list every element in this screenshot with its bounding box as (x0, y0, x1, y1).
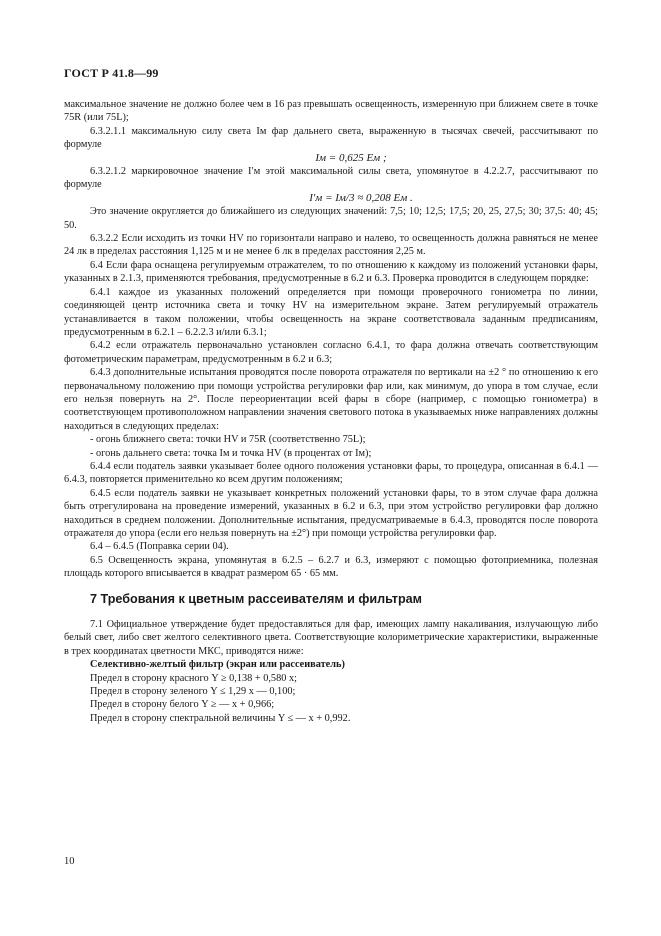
paragraph: максимальное значение не должно более чем в 16 раз превышать освещенность, измеренную при ближнем свете в точке 75R (или 75L); (64, 99, 598, 124)
limit-item: Предел в сторону спектральной величины Y ≤ — x + 0,992. (90, 712, 351, 724)
paragraph: 6.4.5 если податель заявки не указывает конкретных положений установки фары, то в этом случае фара должна быть отрегулирована на проведение измерений, указанных в 6.2 и 6.3, при этом устройство регулировки фар должно находиться в среднем положении. Дополнительные испытания, предусматриваемые в 6.4.3, проводятся после поворота отражателя до упора (если его нельзя повернуть на ±2°) при помощи устройства регулировки фар. (64, 487, 598, 539)
paragraph: 6.3.2.2 Если исходить из точки HV по горизонтали направо и налево, то освещенность должна равняться не менее 24 лк в пределах расстояния 1,125 м и не менее 6 лк в пределах расстояния 2,25 м. (64, 233, 598, 258)
filter-heading: Селективно-желтый фильтр (экран или рассеиватель) (90, 659, 345, 671)
paragraph: Это значение округляется до ближайшего из следующих значений: 7,5; 10; 12,5; 17,5; 20, 25, 27,5; 30; 37,5: 40; 45; 50. (64, 206, 598, 231)
amendment-note: 6.4 – 6.4.5 (Поправка серии 04). (90, 541, 229, 553)
limit-item: Предел в сторону зеленого Y ≤ 1,29 x — 0,100; (90, 686, 296, 698)
section-title: 7 Требования к цветным рассеивателям и фильтрам (90, 591, 422, 606)
formula-marking-value: I′м = Iм/3 ≈ 0,208 Eм . (309, 191, 413, 204)
list-item: - огонь дальнего света: точка Iм и точка HV (в процентах от Iм); (90, 447, 372, 459)
paragraph: 6.4 Если фара оснащена регулируемым отражателем, то по отношению к каждому из положений установки фары, указанных в 2.1.3, применяются требования, предусмотренные в 6.2 и 6.3. Проверка проводится в следующем порядке: (64, 259, 598, 285)
list-item: - огонь ближнего света: точки HV и 75R (соответственно 75L); (90, 434, 366, 446)
limit-item: Предел в сторону белого Y ≥ — x + 0,966; (90, 699, 275, 711)
page-number: 10 (64, 856, 75, 867)
paragraph: 6.5 Освещенность экрана, упомянутая в 6.2.5 – 6.2.7 и 6.3, измеряют с помощью фотоприемника, полезная площадь которого вписывается в квадрат размером 65 · 65 мм. (64, 554, 598, 580)
document-body (64, 98, 598, 725)
paragraph: 6.3.2.1.1 максимальную силу света Iм фар дальнего света, выраженную в тысячах свечей, рассчитывают по формуле (64, 125, 598, 151)
document-header: ГОСТ Р 41.8—99 (64, 66, 159, 80)
paragraph: 7.1 Официальное утверждение будет предоставляться для фар, имеющих лампу накаливания, излучающую либо белый свет, либо свет желтого селективного цвета. Соответствующие колориметрические характеристики, выраженные в трех координатах цветности МКС, приводятся ниже: (64, 619, 598, 657)
limit-item: Предел в сторону красного Y ≥ 0,138 + 0,580 x; (90, 672, 297, 684)
paragraph: 6.4.2 если отражатель первоначально установлен согласно 6.4.1, то фара должна отвечать соответствующим фотометрическим параметрам, предусмотренным в 6.2 и 6.3; (64, 340, 598, 365)
paragraph: 6.4.1 каждое из указанных положений определяется при помощи проверочного гониометра по линии, соединяющей центр источника света и точку HV на измерительном экране. Затем регулируемый отражатель устанавливается в таком положении, чтобы освещенность на экране соответствовала заданным предписаниям, предусмотренным в 6.2.1 – 6.2.2.3 и/или 6.3.1; (64, 286, 598, 338)
paragraph: 6.4.3 дополнительные испытания проводятся после поворота отражателя по вертикали на ±2 ° по отношению к его первоначальному положению при помощи устройства регулировки фар или, как минимум, до упора в том случае, если его нельзя повернуть на 2°. После переориентации всей фары в сборе (например, с помощью гониометра) в соответствующем противоположном направлении значения светового потока в указываемых ниже направлениях должны находиться в следующих пределах: (64, 367, 598, 432)
paragraph: 6.3.2.1.2 маркировочное значение I′м этой максимальной силы света, упомянутое в 4.2.2.7, рассчитывают по формуле (64, 166, 598, 191)
formula-max-intensity: Iм = 0,625 Eм ; (315, 151, 387, 164)
paragraph: 6.4.4 если податель заявки указывает более одного положения установки фары, то процедура, описанная в 6.4.1 —6.4.3, повторяется применительно ко всем другим положениям; (64, 460, 598, 486)
